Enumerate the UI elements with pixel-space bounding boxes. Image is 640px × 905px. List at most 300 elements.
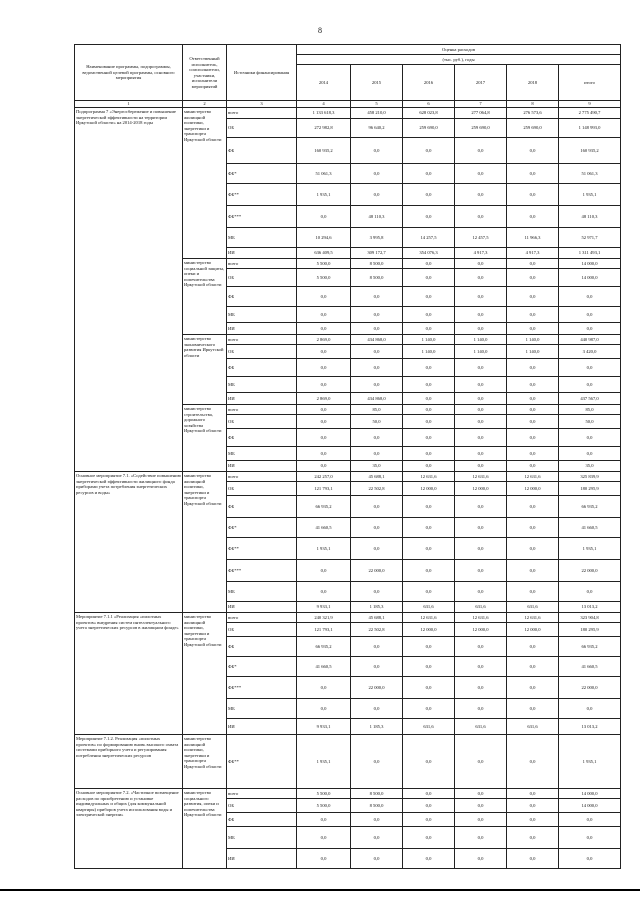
- program-name: Мероприятие 7.1.1 «Реализация «пилотных проектов» внедрения систем интеллектуального учета энергетических ресурсов в жилищном фонде»: [75, 613, 183, 735]
- year-value: 1 140,0: [403, 345, 455, 359]
- table-row: [75, 613, 621, 623]
- header-column-number: 1: [75, 101, 183, 108]
- total-value: 41 660,5: [559, 518, 621, 538]
- year-value: 0,0: [455, 799, 507, 813]
- funding-source: МБ: [227, 228, 297, 248]
- year-value: 0,0: [507, 323, 559, 335]
- year-value: 631,6: [507, 602, 559, 613]
- header-column-number: 3: [227, 101, 297, 108]
- year-value: 0,0: [507, 637, 559, 657]
- year-value: 1 133 618,3: [297, 108, 351, 119]
- year-value: 0,0: [507, 359, 559, 377]
- funding-source: ФБ**: [227, 184, 297, 206]
- year-value: 0,0: [297, 827, 351, 849]
- total-value: 437 567,0: [559, 393, 621, 405]
- year-value: 0,0: [507, 405, 559, 415]
- year-value: 0,0: [403, 184, 455, 206]
- year-value: 0,0: [507, 518, 559, 538]
- header-unit: (тыс. руб.), годы: [297, 55, 621, 65]
- year-value: 22 000,0: [351, 560, 403, 582]
- year-value: 0,0: [507, 657, 559, 677]
- year-value: 0,0: [403, 813, 455, 827]
- year-value: 628 023,8: [403, 108, 455, 119]
- total-value: 160 935,2: [559, 138, 621, 164]
- year-value: 0,0: [403, 827, 455, 849]
- year-value: 0,0: [403, 307, 455, 323]
- funding-source: ФБ*: [227, 657, 297, 677]
- total-value: 0,0: [559, 287, 621, 307]
- year-value: 0,0: [455, 138, 507, 164]
- year-value: 12 457,5: [455, 228, 507, 248]
- year-value: 45 688,1: [351, 472, 403, 482]
- total-value: 1 148 993,0: [559, 119, 621, 138]
- year-value: 0,0: [403, 699, 455, 719]
- year-value: 0,0: [455, 405, 507, 415]
- year-value: 0,0: [297, 359, 351, 377]
- year-value: 0,0: [507, 677, 559, 699]
- total-value: 14 000,0: [559, 259, 621, 269]
- year-value: 12 000,0: [403, 623, 455, 637]
- funding-source: ИИ: [227, 393, 297, 405]
- total-value: 180 295,9: [559, 482, 621, 496]
- year-value: 5 500,0: [297, 259, 351, 269]
- year-value: 0,0: [507, 699, 559, 719]
- year-value: 0,0: [403, 393, 455, 405]
- year-value: 0,0: [507, 849, 559, 869]
- funding-source: ОБ: [227, 799, 297, 813]
- total-value: 50,0: [559, 415, 621, 429]
- year-value: 0,0: [507, 799, 559, 813]
- year-value: 0,0: [507, 789, 559, 799]
- year-value: 0,0: [297, 345, 351, 359]
- funding-source: всего: [227, 259, 297, 269]
- year-value: 0,0: [507, 138, 559, 164]
- total-value: 1 935,1: [559, 735, 621, 789]
- year-value: 0,0: [455, 496, 507, 518]
- funding-source: МБ: [227, 827, 297, 849]
- year-value: 1 935,1: [297, 735, 351, 789]
- year-value: 10 294,6: [297, 228, 351, 248]
- year-value: 242 257,0: [297, 472, 351, 482]
- year-value: 0,0: [455, 164, 507, 184]
- year-value: 45 688,1: [351, 613, 403, 623]
- year-value: 0,0: [351, 377, 403, 393]
- year-value: 66 935,2: [297, 637, 351, 657]
- year-value: 0,0: [455, 359, 507, 377]
- funding-source: ИИ: [227, 719, 297, 735]
- year-value: 0,0: [297, 461, 351, 472]
- year-value: 631,6: [455, 719, 507, 735]
- year-value: 0,0: [351, 164, 403, 184]
- year-value: 22 502,8: [351, 482, 403, 496]
- year-value: 0,0: [351, 307, 403, 323]
- total-value: 325 839,9: [559, 472, 621, 482]
- header-column-number: 4: [297, 101, 351, 108]
- year-value: 0,0: [507, 377, 559, 393]
- year-value: 0,0: [455, 699, 507, 719]
- program-name: Основное мероприятие 7.1. «Содействие повышению энергетической эффективности жилищного фонда приборами учета потребления энергетических ресурсов и воды»: [75, 472, 183, 613]
- year-value: 0,0: [297, 287, 351, 307]
- year-value: 1 185,3: [351, 719, 403, 735]
- year-value: 12 000,0: [403, 482, 455, 496]
- year-value: 0,0: [403, 518, 455, 538]
- year-value: 434 868,0: [351, 393, 403, 405]
- total-value: 0,0: [559, 429, 621, 447]
- funding-source: ФБ: [227, 429, 297, 447]
- year-value: 0,0: [403, 789, 455, 799]
- header-column-number: 8: [507, 101, 559, 108]
- year-value: 259 690,0: [455, 119, 507, 138]
- total-value: 51 061,3: [559, 164, 621, 184]
- year-value: 0,0: [507, 307, 559, 323]
- year-value: 5 500,0: [297, 789, 351, 799]
- total-value: 41 660,5: [559, 657, 621, 677]
- year-value: 0,0: [455, 789, 507, 799]
- year-value: 0,0: [297, 323, 351, 335]
- total-value: 0,0: [559, 813, 621, 827]
- funding-source: ИИ: [227, 248, 297, 259]
- year-value: 0,0: [403, 206, 455, 228]
- year-value: 1 935,1: [297, 538, 351, 560]
- year-value: 2 869,0: [297, 335, 351, 345]
- year-value: 0,0: [455, 461, 507, 472]
- year-value: 0,0: [351, 184, 403, 206]
- year-value: 0,0: [351, 345, 403, 359]
- year-value: 0,0: [507, 206, 559, 228]
- year-value: 0,0: [351, 323, 403, 335]
- funding-source: ОБ: [227, 415, 297, 429]
- funding-source: ОБ: [227, 623, 297, 637]
- year-value: 0,0: [455, 827, 507, 849]
- year-value: 0,0: [455, 184, 507, 206]
- total-value: 35,0: [559, 461, 621, 472]
- year-value: 35,0: [351, 461, 403, 472]
- funding-source: ФБ**: [227, 538, 297, 560]
- funding-source: всего: [227, 472, 297, 482]
- header-source: Источники финансирования: [227, 45, 297, 101]
- executor-name: министерство социальной защиты, опеки и попечительства Иркутской области: [183, 259, 227, 335]
- year-value: 0,0: [507, 393, 559, 405]
- header-column-number: 9: [559, 101, 621, 108]
- year-value: 0,0: [297, 405, 351, 415]
- year-value: 12 000,0: [507, 482, 559, 496]
- total-value: 85,0: [559, 405, 621, 415]
- year-value: 0,0: [403, 849, 455, 869]
- header-executor: Ответственный исполнитель, соисполнители, участники, исполнители мероприятий: [183, 45, 227, 101]
- funding-source: ОБ: [227, 119, 297, 138]
- funding-source: ОБ: [227, 345, 297, 359]
- year-value: 0,0: [403, 735, 455, 789]
- total-value: 52 971,7: [559, 228, 621, 248]
- funding-source: ФБ: [227, 138, 297, 164]
- year-value: 8 500,0: [351, 789, 403, 799]
- year-value: 5 500,0: [297, 269, 351, 287]
- year-value: 0,0: [507, 461, 559, 472]
- year-value: 0,0: [507, 813, 559, 827]
- funding-source: ФБ: [227, 359, 297, 377]
- year-value: 0,0: [351, 849, 403, 869]
- funding-source: всего: [227, 789, 297, 799]
- total-value: 48 110,3: [559, 206, 621, 228]
- funding-source: МБ: [227, 307, 297, 323]
- total-value: 0,0: [559, 307, 621, 323]
- header-program: Наименование программы, подпрограммы, ведомственной целевой программы, основного мероприятия: [75, 45, 183, 101]
- year-value: 1 935,1: [297, 184, 351, 206]
- year-value: 0,0: [507, 415, 559, 429]
- year-value: 259 690,0: [403, 119, 455, 138]
- total-value: 14 000,0: [559, 269, 621, 287]
- page-bottom-rule: [0, 889, 640, 891]
- year-value: 0,0: [455, 206, 507, 228]
- year-value: 1 140,0: [455, 345, 507, 359]
- total-value: 2 775 490,7: [559, 108, 621, 119]
- total-value: 13 013,2: [559, 719, 621, 735]
- year-value: 0,0: [297, 429, 351, 447]
- year-value: 0,0: [455, 307, 507, 323]
- table-row: [75, 735, 621, 789]
- year-value: 0,0: [297, 582, 351, 602]
- header-column-number: 7: [455, 101, 507, 108]
- year-value: 3 995,8: [351, 228, 403, 248]
- year-value: 66 935,2: [297, 496, 351, 518]
- year-value: 51 061,3: [297, 164, 351, 184]
- year-value: 41 660,5: [297, 518, 351, 538]
- year-value: 277 064,8: [455, 108, 507, 119]
- header-year: 2017: [455, 65, 507, 101]
- total-value: 0,0: [559, 827, 621, 849]
- year-value: 0,0: [455, 429, 507, 447]
- year-value: 0,0: [403, 138, 455, 164]
- funding-source: ИИ: [227, 602, 297, 613]
- year-value: 0,0: [507, 538, 559, 560]
- year-value: 0,0: [403, 259, 455, 269]
- executor-name: министерство жилищной политики, энергетики и транспорта Иркутской области: [183, 472, 227, 613]
- year-value: 309 172,7: [351, 248, 403, 259]
- year-value: 0,0: [351, 359, 403, 377]
- year-value: 0,0: [403, 560, 455, 582]
- funding-source: ОБ: [227, 269, 297, 287]
- year-value: 0,0: [403, 405, 455, 415]
- total-value: 0,0: [559, 447, 621, 461]
- year-value: 121 793,1: [297, 623, 351, 637]
- program-name: Подпрограмма 7 «Энергосбережение и повышение энергетической эффективности на территории Иркутской области» на 2014-2018 годы: [75, 108, 183, 472]
- year-value: 636 409,5: [297, 248, 351, 259]
- year-value: 22 000,0: [351, 677, 403, 699]
- total-value: 22 000,0: [559, 560, 621, 582]
- year-value: 0,0: [403, 269, 455, 287]
- year-value: 41 660,5: [297, 657, 351, 677]
- year-value: 0,0: [455, 518, 507, 538]
- funding-source: всего: [227, 613, 297, 623]
- page-number: 8: [318, 26, 322, 35]
- total-value: 0,0: [559, 849, 621, 869]
- year-value: 631,6: [403, 602, 455, 613]
- total-value: 13 013,2: [559, 602, 621, 613]
- year-value: 22 502,8: [351, 623, 403, 637]
- year-value: 2 869,0: [297, 393, 351, 405]
- year-value: 9 933,1: [297, 719, 351, 735]
- funding-source: ИИ: [227, 323, 297, 335]
- year-value: 0,0: [403, 637, 455, 657]
- total-value: 0,0: [559, 359, 621, 377]
- year-value: 0,0: [351, 699, 403, 719]
- year-value: 0,0: [297, 813, 351, 827]
- year-value: 434 868,0: [351, 335, 403, 345]
- year-value: 0,0: [403, 447, 455, 461]
- year-value: 0,0: [297, 307, 351, 323]
- year-value: 0,0: [455, 538, 507, 560]
- total-value: 323 904,8: [559, 613, 621, 623]
- header-estimate: Оценка расходов: [297, 45, 621, 55]
- year-value: 9 933,1: [297, 602, 351, 613]
- budget-table: [74, 44, 621, 869]
- total-value: 66 935,2: [559, 637, 621, 657]
- header-year: 2018: [507, 65, 559, 101]
- year-value: 0,0: [351, 637, 403, 657]
- year-value: 0,0: [351, 813, 403, 827]
- program-name: Основное мероприятие 7.2. «Частичное возмещение расходов по приобретению и установке индивидуальных и общих (для коммунальной квартиры) приборов учета использования воды и электрической энергии»: [75, 789, 183, 869]
- year-value: 0,0: [351, 538, 403, 560]
- year-value: 0,0: [297, 677, 351, 699]
- total-value: 14 000,0: [559, 799, 621, 813]
- year-value: 96 640,2: [351, 119, 403, 138]
- header-year: итого: [559, 65, 621, 101]
- year-value: 0,0: [351, 429, 403, 447]
- total-value: 66 935,2: [559, 496, 621, 518]
- year-value: 0,0: [455, 560, 507, 582]
- year-value: 0,0: [403, 657, 455, 677]
- year-value: 0,0: [455, 323, 507, 335]
- year-value: 0,0: [507, 496, 559, 518]
- total-value: 1 935,1: [559, 538, 621, 560]
- year-value: 11 966,3: [507, 228, 559, 248]
- year-value: 12 631,6: [403, 613, 455, 623]
- funding-source: ОБ: [227, 482, 297, 496]
- year-value: 0,0: [507, 259, 559, 269]
- year-value: 1 140,0: [455, 335, 507, 345]
- total-value: 180 295,9: [559, 623, 621, 637]
- year-value: 12 631,6: [403, 472, 455, 482]
- year-value: 0,0: [455, 735, 507, 789]
- year-value: 0,0: [455, 269, 507, 287]
- year-value: 0,0: [351, 657, 403, 677]
- funding-source: ФБ: [227, 813, 297, 827]
- header-year: 2015: [351, 65, 403, 101]
- year-value: 0,0: [403, 461, 455, 472]
- year-value: 0,0: [455, 259, 507, 269]
- year-value: 458 210,0: [351, 108, 403, 119]
- total-value: 0,0: [559, 582, 621, 602]
- year-value: 50,0: [351, 415, 403, 429]
- year-value: 0,0: [297, 415, 351, 429]
- year-value: 12 631,6: [507, 472, 559, 482]
- total-value: 3 420,0: [559, 345, 621, 359]
- year-value: 1 185,3: [351, 602, 403, 613]
- year-value: 0,0: [351, 518, 403, 538]
- total-value: 0,0: [559, 699, 621, 719]
- year-value: 0,0: [297, 849, 351, 869]
- funding-source: всего: [227, 405, 297, 415]
- total-value: 22 000,0: [559, 677, 621, 699]
- executor-name: министерство экономического развития Иркутской области: [183, 335, 227, 405]
- executor-name: министерство жилищной политики, энергетики и транспорта Иркутской области: [183, 735, 227, 789]
- year-value: 0,0: [507, 269, 559, 287]
- year-value: 0,0: [297, 447, 351, 461]
- funding-source: МБ: [227, 377, 297, 393]
- year-value: 354 076,3: [403, 248, 455, 259]
- year-value: 1 140,0: [507, 335, 559, 345]
- year-value: 259 690,0: [507, 119, 559, 138]
- year-value: 1 140,0: [403, 335, 455, 345]
- table-row: [75, 108, 621, 119]
- year-value: 0,0: [351, 496, 403, 518]
- funding-source: ФБ: [227, 287, 297, 307]
- year-value: 0,0: [455, 393, 507, 405]
- year-value: 276 573,6: [507, 108, 559, 119]
- year-value: 631,6: [455, 602, 507, 613]
- funding-source: ФБ: [227, 496, 297, 518]
- year-value: 14 257,5: [403, 228, 455, 248]
- year-value: 0,0: [297, 699, 351, 719]
- year-value: 631,6: [403, 719, 455, 735]
- funding-source: ФБ***: [227, 206, 297, 228]
- year-value: 0,0: [507, 429, 559, 447]
- funding-source: ФБ*: [227, 518, 297, 538]
- year-value: 5 500,0: [297, 799, 351, 813]
- year-value: 0,0: [455, 813, 507, 827]
- header-year: 2016: [403, 65, 455, 101]
- header-year: 2014: [297, 65, 351, 101]
- year-value: 0,0: [455, 637, 507, 657]
- year-value: 4 917,3: [507, 248, 559, 259]
- year-value: 0,0: [403, 582, 455, 602]
- year-value: 0,0: [507, 287, 559, 307]
- executor-name: министерство жилищной политики, энергетики и транспорта Иркутской области: [183, 108, 227, 259]
- funding-source: всего: [227, 335, 297, 345]
- year-value: 0,0: [507, 735, 559, 789]
- total-value: 440 987,0: [559, 335, 621, 345]
- year-value: 8 500,0: [351, 799, 403, 813]
- header-column-number: 5: [351, 101, 403, 108]
- header-column-number: 6: [403, 101, 455, 108]
- total-value: 1 935,1: [559, 184, 621, 206]
- year-value: 0,0: [297, 206, 351, 228]
- table-row: [75, 789, 621, 799]
- year-value: 0,0: [507, 164, 559, 184]
- funding-source: ФБ**: [227, 735, 297, 789]
- funding-source: МБ: [227, 699, 297, 719]
- executor-name: министерство строительства, дорожного хозяйства Иркутской области: [183, 405, 227, 472]
- year-value: 12 000,0: [455, 623, 507, 637]
- year-value: 0,0: [351, 138, 403, 164]
- total-value: 0,0: [559, 377, 621, 393]
- year-value: 0,0: [455, 287, 507, 307]
- year-value: 0,0: [507, 827, 559, 849]
- year-value: 4 917,3: [455, 248, 507, 259]
- year-value: 0,0: [455, 657, 507, 677]
- year-value: 121 793,1: [297, 482, 351, 496]
- year-value: 240 321,9: [297, 613, 351, 623]
- year-value: 0,0: [297, 560, 351, 582]
- year-value: 0,0: [351, 735, 403, 789]
- year-value: 12 631,6: [507, 613, 559, 623]
- year-value: 0,0: [403, 164, 455, 184]
- year-value: 0,0: [297, 377, 351, 393]
- executor-name: министерство социального развития, опеки и попечительства Иркутской области: [183, 789, 227, 869]
- year-value: 8 500,0: [351, 259, 403, 269]
- funding-source: ФБ***: [227, 560, 297, 582]
- funding-source: ИИ: [227, 461, 297, 472]
